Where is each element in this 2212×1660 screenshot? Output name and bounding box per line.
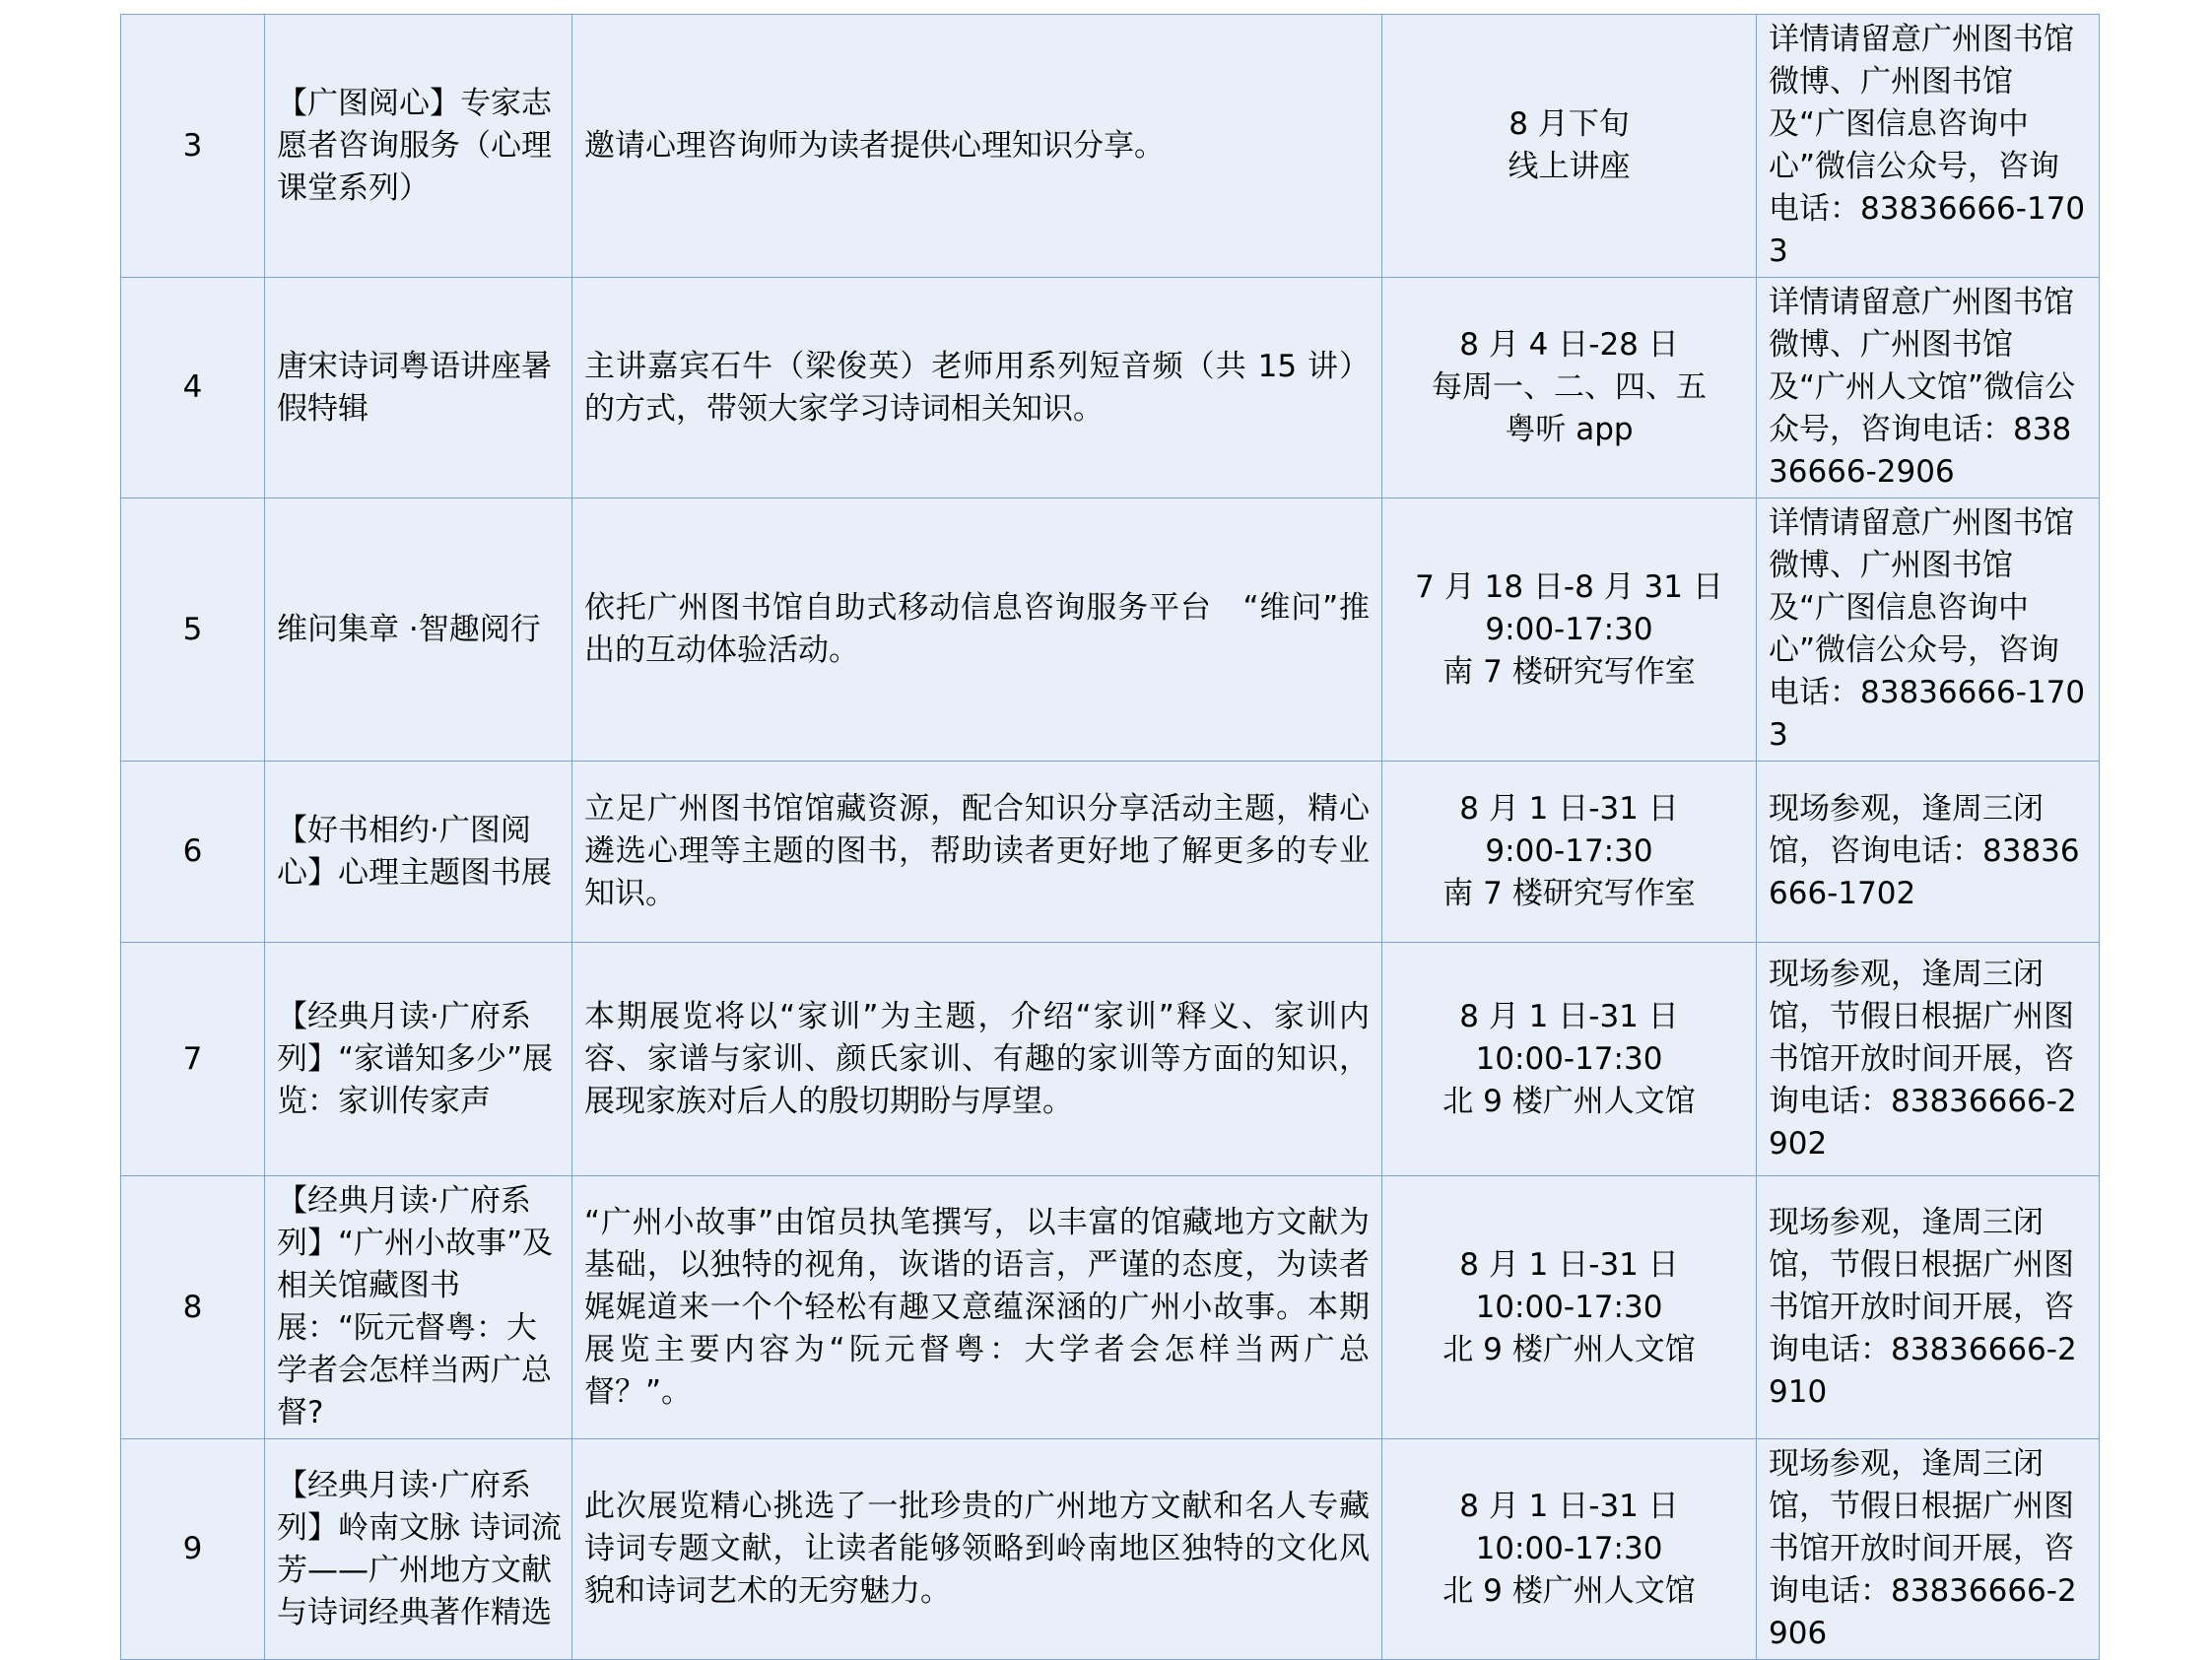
time-line: 8 月 1 日-31 日	[1459, 1246, 1679, 1283]
activity-contact: 现场参观，逢周三闭馆，节假日根据广州图书馆开放时间开展，咨询电话：83836666-2910	[1757, 1176, 2100, 1439]
activity-name: 【经典月读·广府系列】“家谱知多少”展览：家训传家声	[265, 943, 572, 1176]
activity-description: 依托广州图书馆自助式移动信息咨询服务平台 “维问”推出的互动体验活动。	[572, 498, 1382, 762]
time-line: 8 月 4 日-28 日	[1459, 327, 1679, 363]
activity-time-location	[1382, 762, 1757, 943]
table-row	[121, 943, 2100, 1176]
table-row	[121, 1439, 2100, 1660]
activity-description: “广州小故事”由馆员执笔撰写，以丰富的馆藏地方文献为基础，以独特的视角，诙谐的语言，严谨的态度，为读者娓娓道来一个个轻松有趣又意蕴深涵的广州小故事。本期展览主要内容为“阮元督粤：大学者会怎样当两广总督？”。	[572, 1176, 1382, 1439]
time-line: 8 月 1 日-31 日	[1459, 791, 1679, 827]
activity-name: 【经典月读·广府系列】岭南文脉 诗词流芳——广州地方文献与诗词经典著作精选	[265, 1439, 572, 1660]
time-line: 9:00-17:30	[1485, 611, 1653, 647]
activity-name: 【经典月读·广府系列】“广州小故事”及相关馆藏图书展：“阮元督粤：大学者会怎样当两广总督?	[265, 1176, 572, 1439]
time-line: 8 月下旬	[1508, 106, 1630, 142]
activity-name: 【广图阅心】专家志愿者咨询服务（心理课堂系列）	[265, 15, 572, 278]
time-line: 每周一、二、四、五	[1432, 369, 1707, 405]
row-number: 8	[121, 1176, 265, 1439]
activity-time-location	[1382, 278, 1757, 498]
activity-time-location	[1382, 1439, 1757, 1660]
time-line: 10:00-17:30	[1475, 1040, 1663, 1077]
activity-name: 唐宋诗词粤语讲座暑假特辑	[265, 278, 572, 498]
time-line: 9:00-17:30	[1485, 833, 1653, 869]
table-row	[121, 15, 2100, 278]
time-line: 北 9 楼广州人文馆	[1442, 1573, 1696, 1609]
row-number: 6	[121, 762, 265, 943]
row-number: 4	[121, 278, 265, 498]
activity-schedule-table	[120, 14, 2100, 1660]
table-row	[121, 762, 2100, 943]
activity-description: 主讲嘉宾石牛（梁俊英）老师用系列短音频（共 15 讲）的方式，带领大家学习诗词相关知识。	[572, 278, 1382, 498]
activity-contact: 详情请留意广州图书馆微博、广州图书馆及“广图信息咨询中心”微信公众号，咨询电话：83836666-1703	[1757, 498, 2100, 762]
row-number: 7	[121, 943, 265, 1176]
time-line: 7 月 18 日-8 月 31 日	[1415, 568, 1723, 605]
row-number: 3	[121, 15, 265, 278]
row-number: 9	[121, 1439, 265, 1660]
activity-name: 【好书相约·广图阅心】心理主题图书展	[265, 762, 572, 943]
activity-time-location	[1382, 1176, 1757, 1439]
time-line: 10:00-17:30	[1475, 1289, 1663, 1325]
activity-time-location	[1382, 15, 1757, 278]
activity-time-location	[1382, 498, 1757, 762]
time-line: 南 7 楼研究写作室	[1442, 653, 1696, 690]
time-line: 北 9 楼广州人文馆	[1442, 1331, 1696, 1367]
activity-description: 本期展览将以“家训”为主题，介绍“家训”释义、家训内容、家谱与家训、颜氏家训、有趣的家训等方面的知识，展现家族对后人的殷切期盼与厚望。	[572, 943, 1382, 1176]
time-line: 粤听 app	[1505, 412, 1634, 447]
activity-contact: 现场参观，逢周三闭馆，节假日根据广州图书馆开放时间开展，咨询电话：83836666-2902	[1757, 943, 2100, 1176]
time-line: 8 月 1 日-31 日	[1459, 1489, 1679, 1524]
activity-contact: 现场参观，逢周三闭馆，咨询电话：83836666-1702	[1757, 762, 2100, 943]
activity-description: 立足广州图书馆馆藏资源，配合知识分享活动主题，精心遴选心理等主题的图书，帮助读者更好地了解更多的专业知识。	[572, 762, 1382, 943]
time-line: 南 7 楼研究写作室	[1442, 876, 1696, 911]
table-row	[121, 1176, 2100, 1439]
table-row	[121, 278, 2100, 498]
time-line: 北 9 楼广州人文馆	[1442, 1083, 1696, 1119]
activity-contact: 现场参观，逢周三闭馆，节假日根据广州图书馆开放时间开展，咨询电话：83836666-2906	[1757, 1439, 2100, 1660]
activity-description: 邀请心理咨询师为读者提供心理知识分享。	[572, 15, 1382, 278]
activity-contact: 详情请留意广州图书馆微博、广州图书馆及“广州人文馆”微信公众号，咨询电话：83836666-2906	[1757, 278, 2100, 498]
activity-description: 此次展览精心挑选了一批珍贵的广州地方文献和名人专藏诗词专题文献，让读者能够领略到岭南地区独特的文化风貌和诗词艺术的无穷魅力。	[572, 1439, 1382, 1660]
time-line: 10:00-17:30	[1475, 1531, 1663, 1566]
activity-time-location	[1382, 943, 1757, 1176]
row-number: 5	[121, 498, 265, 762]
table-row	[121, 498, 2100, 762]
activity-name: 维问集章 ·智趣阅行	[265, 498, 572, 762]
activity-contact: 详情请留意广州图书馆微博、广州图书馆及“广图信息咨询中心”微信公众号，咨询电话：83836666-1703	[1757, 15, 2100, 278]
time-line: 8 月 1 日-31 日	[1459, 998, 1679, 1034]
time-line: 线上讲座	[1508, 149, 1631, 184]
